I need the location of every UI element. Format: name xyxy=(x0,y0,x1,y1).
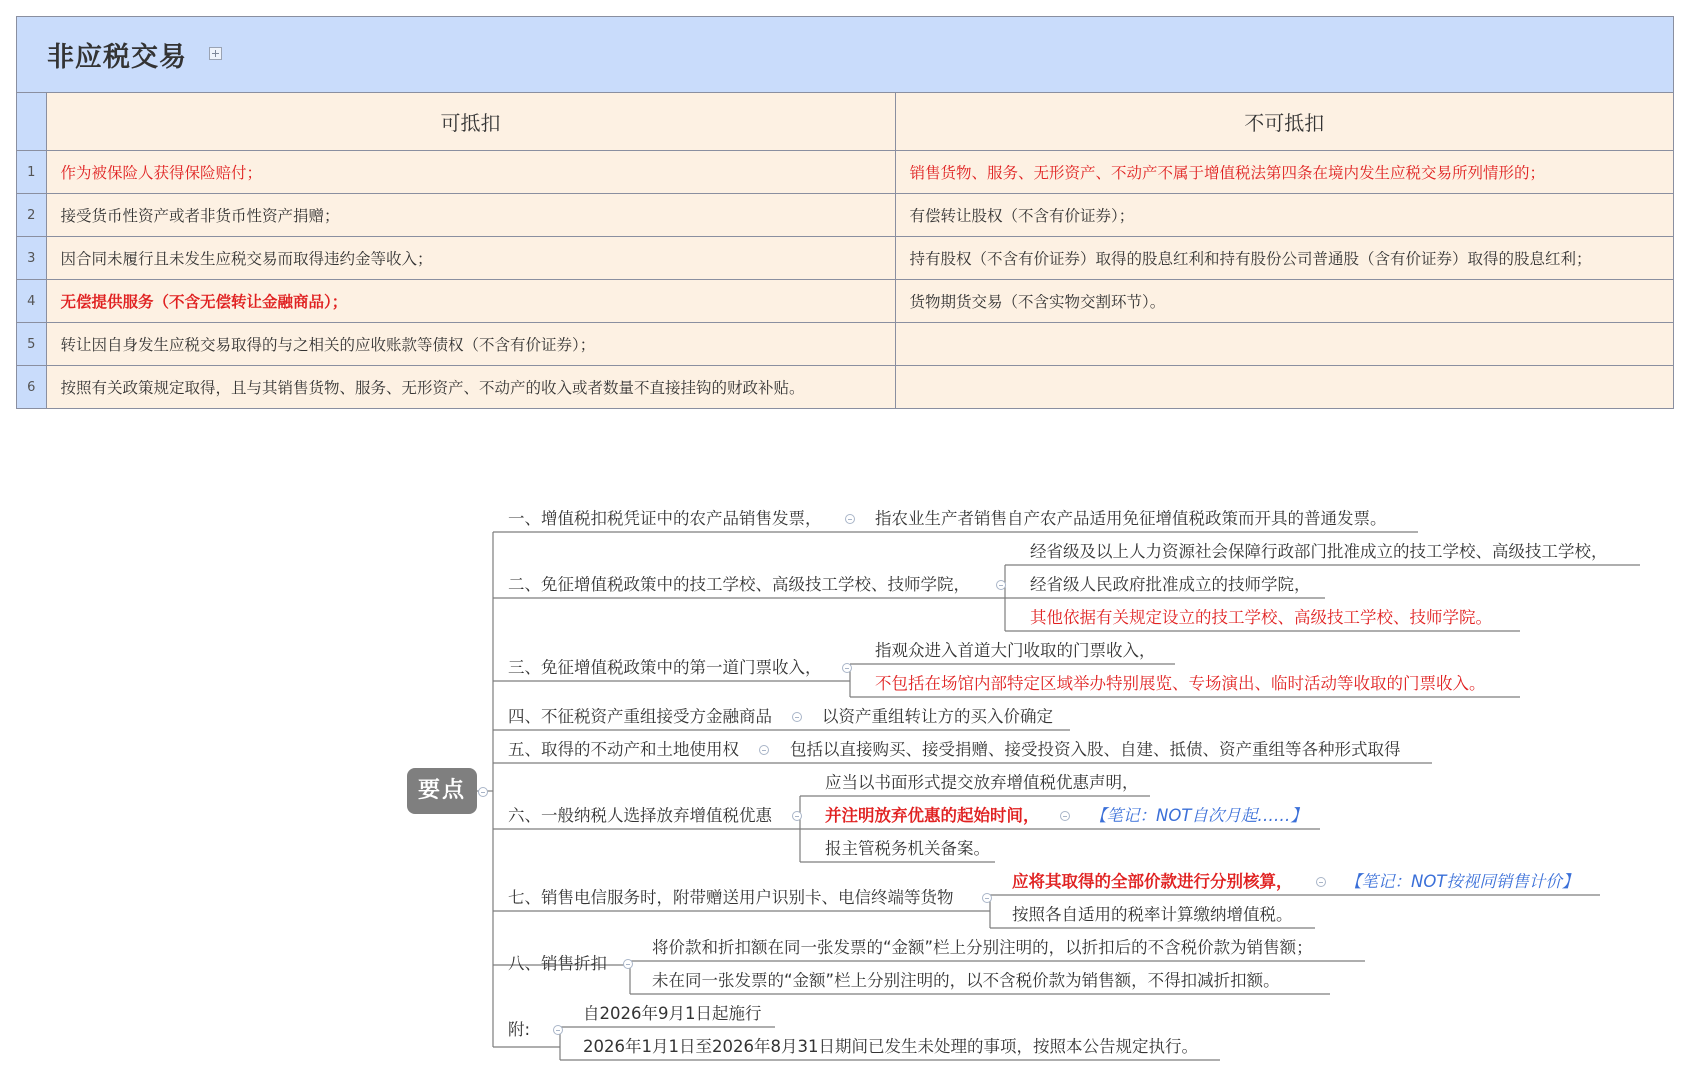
branch-label[interactable]: 一、增值税扣税凭证中的农产品销售发票， xyxy=(508,509,822,528)
leaf-node[interactable]: 未在同一张发票的“金额”栏上分别注明的，以不含税价款为销售额，不得扣减折扣额。 xyxy=(652,971,1280,990)
branch-label[interactable]: 五、取得的不动产和土地使用权 xyxy=(508,740,739,759)
leaf-node-emphasis[interactable]: 并注明放弃优惠的起始时间， xyxy=(825,806,1040,825)
leaf-node[interactable]: 其他依据有关规定设立的技工学校、高级技工学校、技师学院。 xyxy=(1030,608,1492,627)
row-number: 2 xyxy=(17,194,46,237)
non-deductible-cell: 有偿转让股权（不含有价证券）； xyxy=(895,194,1673,237)
leaf-node[interactable]: 不包括在场馆内部特定区域举办特别展览、专场演出、临时活动等收取的门票收入。 xyxy=(875,674,1486,693)
deductible-cell: 作为被保险人获得保险赔付； xyxy=(46,151,895,194)
non-deductible-cell: 持有股权（不含有价证券）取得的股息红利和持有股份公司普通股（含有价证券）取得的股息红利； xyxy=(895,237,1673,280)
leaf-node[interactable]: 2026年1月1日至2026年8月31日期间已发生未处理的事项，按照本公告规定执行。 xyxy=(583,1037,1198,1056)
row-number: 3 xyxy=(17,237,46,280)
deductible-cell: 接受货币性资产或者非货币性资产捐赠； xyxy=(46,194,895,237)
collapse-icon[interactable] xyxy=(759,745,769,755)
leaf-node[interactable]: 指观众进入首道大门收取的门票收入， xyxy=(875,641,1156,660)
leaf-node[interactable]: 指农业生产者销售自产农产品适用免征增值税政策而开具的普通发票。 xyxy=(875,509,1387,528)
collapse-icon[interactable] xyxy=(1316,877,1326,887)
branch-label[interactable]: 四、不征税资产重组接受方金融商品 xyxy=(508,707,772,726)
leaf-node[interactable]: 以资产重组转让方的买入价确定 xyxy=(822,707,1053,726)
leaf-node[interactable]: 包括以直接购买、接受捐赠、接受投资入股、自建、抵债、资产重组等各种形式取得 xyxy=(790,740,1401,759)
branch-label[interactable]: 七、销售电信服务时，附带赠送用户识别卡、电信终端等货物 xyxy=(508,888,954,907)
collapse-icon[interactable] xyxy=(792,811,802,821)
branch-label[interactable]: 八、销售折扣 xyxy=(508,954,607,973)
branch-label[interactable]: 三、免征增值税政策中的第一道门票收入， xyxy=(508,658,822,677)
leaf-node-emphasis[interactable]: 应将其取得的全部价款进行分别核算， xyxy=(1012,872,1293,891)
branch-label[interactable]: 附: xyxy=(508,1020,531,1039)
row-number: 5 xyxy=(17,323,46,366)
row-number: 6 xyxy=(17,366,46,409)
collapse-icon[interactable] xyxy=(845,514,855,524)
column-header-non-deductible: 不可抵扣 xyxy=(895,93,1673,151)
root-node[interactable]: 要点 xyxy=(407,768,477,814)
collapse-icon[interactable] xyxy=(996,580,1006,590)
deductible-cell: 转让因自身发生应税交易取得的与之相关的应收账款等债权（不含有价证券）； xyxy=(46,323,895,366)
branch-label[interactable]: 六、一般纳税人选择放弃增值税优惠 xyxy=(508,806,772,825)
page-title: 非应税交易 xyxy=(47,42,187,73)
non-deductible-cell: 货物期货交易（不含实物交割环节）。 xyxy=(895,280,1673,323)
collapse-icon[interactable] xyxy=(478,787,488,797)
row-number: 4 xyxy=(17,280,46,323)
row-number: 1 xyxy=(17,151,46,194)
collapse-icon[interactable] xyxy=(982,893,992,903)
note-node[interactable]: 【笔记：NOT按视同销售计价】 xyxy=(1345,872,1579,891)
branch-label[interactable]: 二、免征增值税政策中的技工学校、高级技工学校、技师学院， xyxy=(508,575,970,594)
leaf-node[interactable]: 应当以书面形式提交放弃增值税优惠声明， xyxy=(825,773,1139,792)
collapse-icon[interactable] xyxy=(842,663,852,673)
leaf-node[interactable]: 经省级人民政府批准成立的技师学院， xyxy=(1030,575,1311,594)
leaf-node[interactable]: 报主管税务机关备案。 xyxy=(825,839,990,858)
non-deductible-cell: 销售货物、服务、无形资产、不动产不属于增值税法第四条在境内发生应税交易所列情形的； xyxy=(895,151,1673,194)
collapse-icon[interactable] xyxy=(553,1025,563,1035)
leaf-node[interactable]: 将价款和折扣额在同一张发票的“金额”栏上分别注明的，以折扣后的不含税价款为销售额； xyxy=(652,938,1313,957)
collapse-icon[interactable] xyxy=(792,712,802,722)
deductible-cell: 无偿提供服务（不含无偿转让金融商品）； xyxy=(46,280,895,323)
deductible-cell: 因合同未履行且未发生应税交易而取得违约金等收入； xyxy=(46,237,895,280)
leaf-node[interactable]: 自2026年9月1日起施行 xyxy=(583,1004,762,1023)
leaf-node[interactable]: 经省级及以上人力资源社会保障行政部门批准成立的技工学校、高级技工学校， xyxy=(1030,542,1608,561)
collapse-icon[interactable] xyxy=(1060,811,1070,821)
note-node[interactable]: 【笔记：NOT自次月起……】 xyxy=(1090,806,1307,825)
collapse-icon[interactable] xyxy=(623,959,633,969)
deductible-cell: 按照有关政策规定取得，且与其销售货物、服务、无形资产、不动产的收入或者数量不直接挂钩的财政补贴。 xyxy=(46,366,895,409)
leaf-node[interactable]: 按照各自适用的税率计算缴纳增值税。 xyxy=(1012,905,1293,924)
column-header-deductible: 可抵扣 xyxy=(46,93,895,151)
